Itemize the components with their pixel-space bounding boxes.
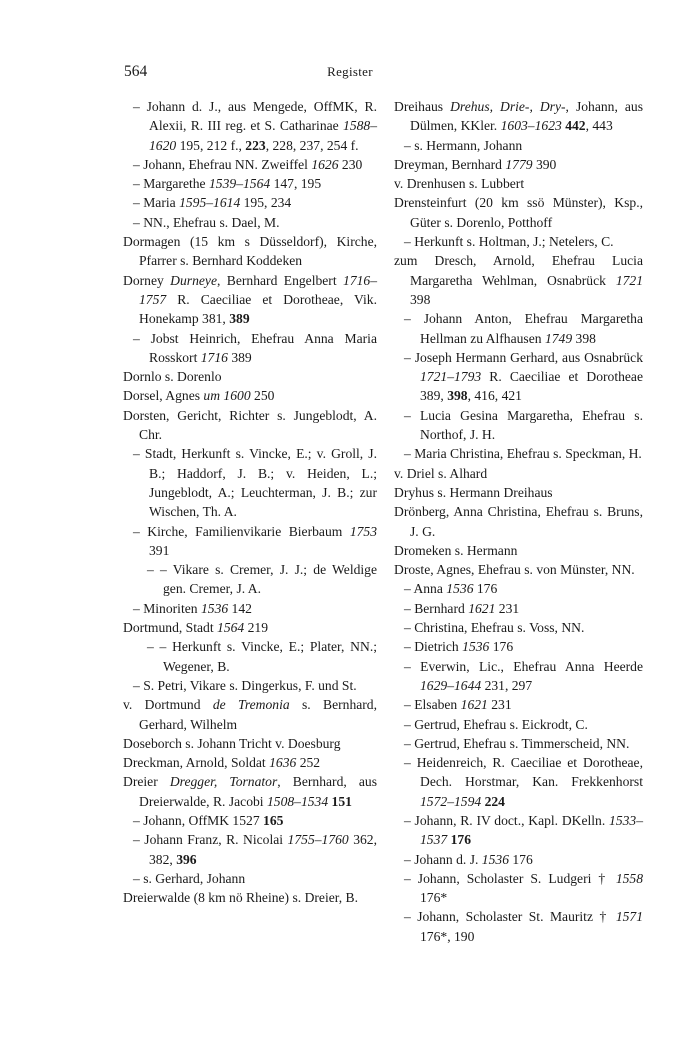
index-entry: – Lucia Gesina Margaretha, Ehefrau s. Northof, J. H. [404,407,643,443]
index-entry: zum Dresch, Arnold, Ehefrau Lucia Margaretha Wehlman, Osnabrück 1721 398 [394,253,643,307]
index-entry: Doseborch s. Johann Tricht v. Doesburg [123,735,341,751]
index-entry: – Christina, Ehefrau s. Voss, NN. [404,620,585,636]
index-entry: – Stadt, Herkunft s. Vincke, E.; v. Groll, J. B.; Haddorf, J. B.; v. Heiden, L.; Jungeblodt, A.; Leuchterman, J. B.; zur Wischen, Th. A. [133,446,377,520]
index-column-left [123,97,377,907]
index-entry: Dryhus s. Hermann Dreihaus [394,484,553,500]
index-entry: – Joseph Hermann Gerhard, aus Osnabrück 1721–1793 R. Caeciliae et Dorotheae 389, 398, 416, 421 [404,349,643,404]
index-entry: – Johann, Scholaster St. Mauritz † 1571 176*, 190 [404,909,643,944]
index-entry: Dromeken s. Hermann [394,542,518,558]
page-number: 564 [124,63,148,80]
index-entry: Dreihaus Drehus, Drie-, Dry-, Johann, aus Dülmen, KKler. 1603–1623 442, 443 [394,99,643,134]
index-entry: – Minoriten 1536 142 [133,600,252,616]
index-entry: – Johann, Scholaster S. Ludgeri † 1558 176* [404,870,643,906]
index-entry: – Johann d. J., aus Mengede, OffMK, R. Alexii, R. III reg. et S. Catharinae 1588–1620 195, 212 f., 223, 228, 237, 254 f. [133,99,377,153]
index-entry: Dorsten, Gericht, Richter s. Jungeblodt, A. Chr. [123,407,377,443]
index-entry: – Bernhard 1621 231 [404,600,520,616]
index-entry: – Maria Christina, Ehefrau s. Speckman, H. [404,446,642,462]
index-entry: – Anna 1536 176 [404,581,498,597]
index-entry: – Margarethe 1539–1564 147, 195 [133,176,322,192]
index-entry: v. Dortmund de Tremonia s. Bernhard, Gerhard, Wilhelm [123,697,377,732]
index-entry: – Elsaben 1621 231 [404,697,512,713]
index-entry: Dorsel, Agnes um 1600 250 [123,388,275,404]
index-entry: – s. Hermann, Johann [404,137,523,153]
index-entry: Droste, Agnes, Ehefrau s. von Münster, NN. [394,562,635,578]
index-entry: – – Herkunft s. Vincke, E.; Plater, NN.; Wegener, B. [147,639,377,674]
index-entry: Dreier Dregger, Tornator, Bernhard, aus Dreierwalde, R. Jacobi 1508–1534 151 [123,774,377,809]
index-entry: Dreierwalde (8 km nö Rheine) s. Dreier, B. [123,890,359,906]
index-entry: – Gertrud, Ehefrau s. Eickrodt, C. [404,716,588,732]
index-entry: Dornlo s. Dorenlo [123,369,222,385]
index-entry: Drönberg, Anna Christina, Ehefrau s. Bruns, J. G. [394,504,643,539]
index-entry: v. Drenhusen s. Lubbert [394,176,525,192]
index-column-right [394,97,643,946]
index-entry: – NN., Ehefrau s. Dael, M. [133,214,280,230]
index-entry: Dormagen (15 km s Düsseldorf), Kirche, Pfarrer s. Bernhard Koddeken [123,234,377,269]
index-entry: – Heidenreich, R. Caeciliae et Dorotheae, Dech. Horstmar, Kan. Frekkenhorst 1572–1594 224 [404,755,643,809]
index-entry: Dreyman, Bernhard 1779 390 [394,156,557,172]
index-entry: – Johann Franz, R. Nicolai 1755–1760 362, 382, 396 [133,832,377,867]
index-entry: – Herkunft s. Holtman, J.; Netelers, C. [404,234,614,250]
index-entry: – S. Petri, Vikare s. Dingerkus, F. und St. [133,677,357,693]
index-entry: – Johann, Ehefrau NN. Zweiffel 1626 230 [133,156,363,172]
index-entry: – Johann d. J. 1536 176 [404,851,533,867]
index-entry: Dorney Durneye, Bernhard Engelbert 1716–1757 R. Caeciliae et Dorotheae, Vik. Honekamp 381, 389 [123,272,377,327]
index-entry: v. Driel s. Alhard [394,465,488,481]
index-entry: Dortmund, Stadt 1564 219 [123,620,269,636]
index-entry: Dreckman, Arnold, Soldat 1636 252 [123,755,321,771]
index-entry: – Kirche, Familienvikarie Bierbaum 1753 391 [133,523,377,558]
index-entry: – Johann, OffMK 1527 165 [133,812,284,828]
running-head: Register [327,64,373,79]
index-entry: – Gertrud, Ehefrau s. Timmerscheid, NN. [404,735,630,751]
index-entry: – Dietrich 1536 176 [404,639,514,655]
index-entry: – Maria 1595–1614 195, 234 [133,195,292,211]
index-entry: – s. Gerhard, Johann [133,870,246,886]
index-entry: – Johann Anton, Ehefrau Margaretha Hellman zu Alfhausen 1749 398 [404,311,643,346]
index-entry: Drensteinfurt (20 km ssö Münster), Ksp., Güter s. Dorenlo, Potthoff [394,195,643,230]
index-entry: – Johann, R. IV doct., Kapl. DKelln. 1533–1537 176 [404,812,643,848]
index-entry: – Jobst Heinrich, Ehefrau Anna Maria Rosskort 1716 389 [133,330,377,365]
index-entry: – Everwin, Lic., Ehefrau Anna Heerde 1629–1644 231, 297 [404,658,643,693]
index-entry: – – Vikare s. Cremer, J. J.; de Weldige gen. Cremer, J. A. [147,562,377,597]
